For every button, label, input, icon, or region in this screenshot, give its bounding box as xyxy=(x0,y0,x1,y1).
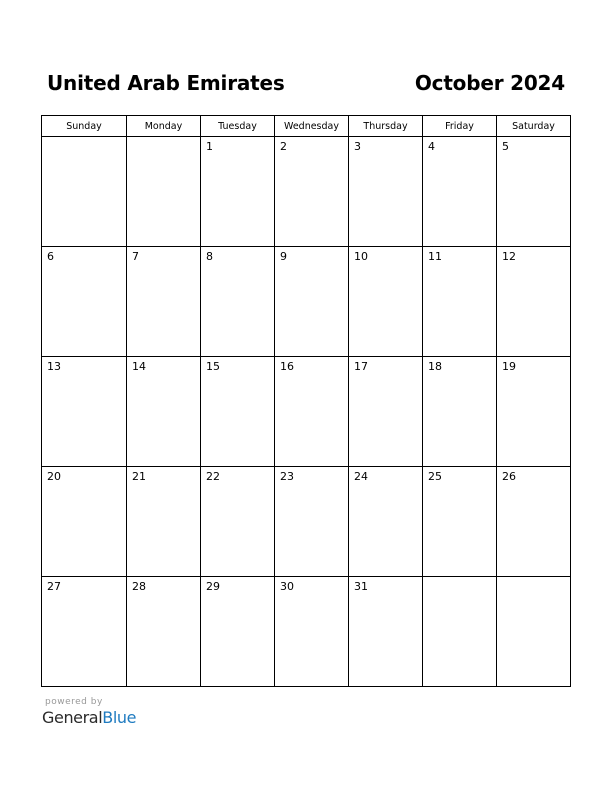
day-number: 12 xyxy=(502,250,516,263)
day-cell xyxy=(423,137,497,247)
day-cell xyxy=(127,247,201,357)
day-number: 3 xyxy=(354,140,361,153)
brand-name-general: General xyxy=(42,708,103,727)
day-cell xyxy=(127,137,201,247)
day-cell xyxy=(349,577,423,687)
week-row xyxy=(42,577,571,687)
weekday-header-tuesday: Tuesday xyxy=(201,116,275,137)
day-number xyxy=(127,137,200,140)
day-number: 11 xyxy=(428,250,442,263)
day-cell xyxy=(423,577,497,687)
day-cell xyxy=(275,247,349,357)
day-number: 5 xyxy=(502,140,509,153)
day-cell xyxy=(497,357,571,467)
calendar-month-title: October 2024 xyxy=(414,71,565,95)
day-number: 20 xyxy=(47,470,61,483)
day-cell xyxy=(423,357,497,467)
day-number: 7 xyxy=(132,250,139,263)
day-cell xyxy=(497,247,571,357)
calendar-grid xyxy=(41,115,571,687)
day-cell xyxy=(349,357,423,467)
day-cell xyxy=(42,467,127,577)
day-number: 21 xyxy=(132,470,146,483)
day-number xyxy=(42,137,126,140)
day-cell xyxy=(201,137,275,247)
day-number xyxy=(497,577,570,580)
day-number: 23 xyxy=(280,470,294,483)
day-cell xyxy=(275,467,349,577)
day-number: 30 xyxy=(280,580,294,593)
weekday-header-thursday: Thursday xyxy=(349,116,423,137)
day-cell xyxy=(201,247,275,357)
day-cell xyxy=(127,467,201,577)
day-cell xyxy=(201,357,275,467)
weekday-header-wednesday: Wednesday xyxy=(275,116,349,137)
day-number: 24 xyxy=(354,470,368,483)
day-number xyxy=(423,577,496,580)
day-number: 13 xyxy=(47,360,61,373)
day-number: 27 xyxy=(47,580,61,593)
weekday-header-sunday: Sunday xyxy=(42,116,127,137)
day-cell xyxy=(42,577,127,687)
day-number: 19 xyxy=(502,360,516,373)
day-cell xyxy=(275,577,349,687)
day-cell xyxy=(42,247,127,357)
day-cell xyxy=(127,577,201,687)
day-number: 9 xyxy=(280,250,287,263)
day-number: 8 xyxy=(206,250,213,263)
day-cell xyxy=(275,137,349,247)
calendar-country-title: United Arab Emirates xyxy=(47,71,285,95)
day-cell xyxy=(349,137,423,247)
day-number: 25 xyxy=(428,470,442,483)
weekday-header-monday: Monday xyxy=(127,116,201,137)
week-row xyxy=(42,467,571,577)
day-number: 22 xyxy=(206,470,220,483)
day-cell xyxy=(423,247,497,357)
week-row xyxy=(42,357,571,467)
day-cell xyxy=(275,357,349,467)
week-row xyxy=(42,247,571,357)
brand-name xyxy=(42,707,136,729)
powered-by-label: powered by xyxy=(45,697,103,707)
day-cell xyxy=(349,247,423,357)
weekday-header-saturday: Saturday xyxy=(497,116,571,137)
weekday-header-friday: Friday xyxy=(423,116,497,137)
day-number: 17 xyxy=(354,360,368,373)
day-number: 14 xyxy=(132,360,146,373)
day-cell xyxy=(423,467,497,577)
day-cell xyxy=(497,137,571,247)
day-cell xyxy=(42,137,127,247)
day-number: 31 xyxy=(354,580,368,593)
day-cell xyxy=(349,467,423,577)
generalblue-logo[interactable] xyxy=(42,697,136,729)
day-number: 26 xyxy=(502,470,516,483)
day-cell xyxy=(127,357,201,467)
day-number: 2 xyxy=(280,140,287,153)
day-cell xyxy=(42,357,127,467)
day-number: 16 xyxy=(280,360,294,373)
day-number: 29 xyxy=(206,580,220,593)
day-number: 28 xyxy=(132,580,146,593)
day-number: 4 xyxy=(428,140,435,153)
day-cell xyxy=(497,577,571,687)
weekday-header-row xyxy=(42,116,571,137)
day-cell xyxy=(201,467,275,577)
day-cell xyxy=(201,577,275,687)
day-number: 1 xyxy=(206,140,213,153)
day-number: 6 xyxy=(47,250,54,263)
day-number: 18 xyxy=(428,360,442,373)
brand-name-blue: Blue xyxy=(102,708,137,727)
day-number: 15 xyxy=(206,360,220,373)
day-number: 10 xyxy=(354,250,368,263)
day-cell xyxy=(497,467,571,577)
week-row xyxy=(42,137,571,247)
